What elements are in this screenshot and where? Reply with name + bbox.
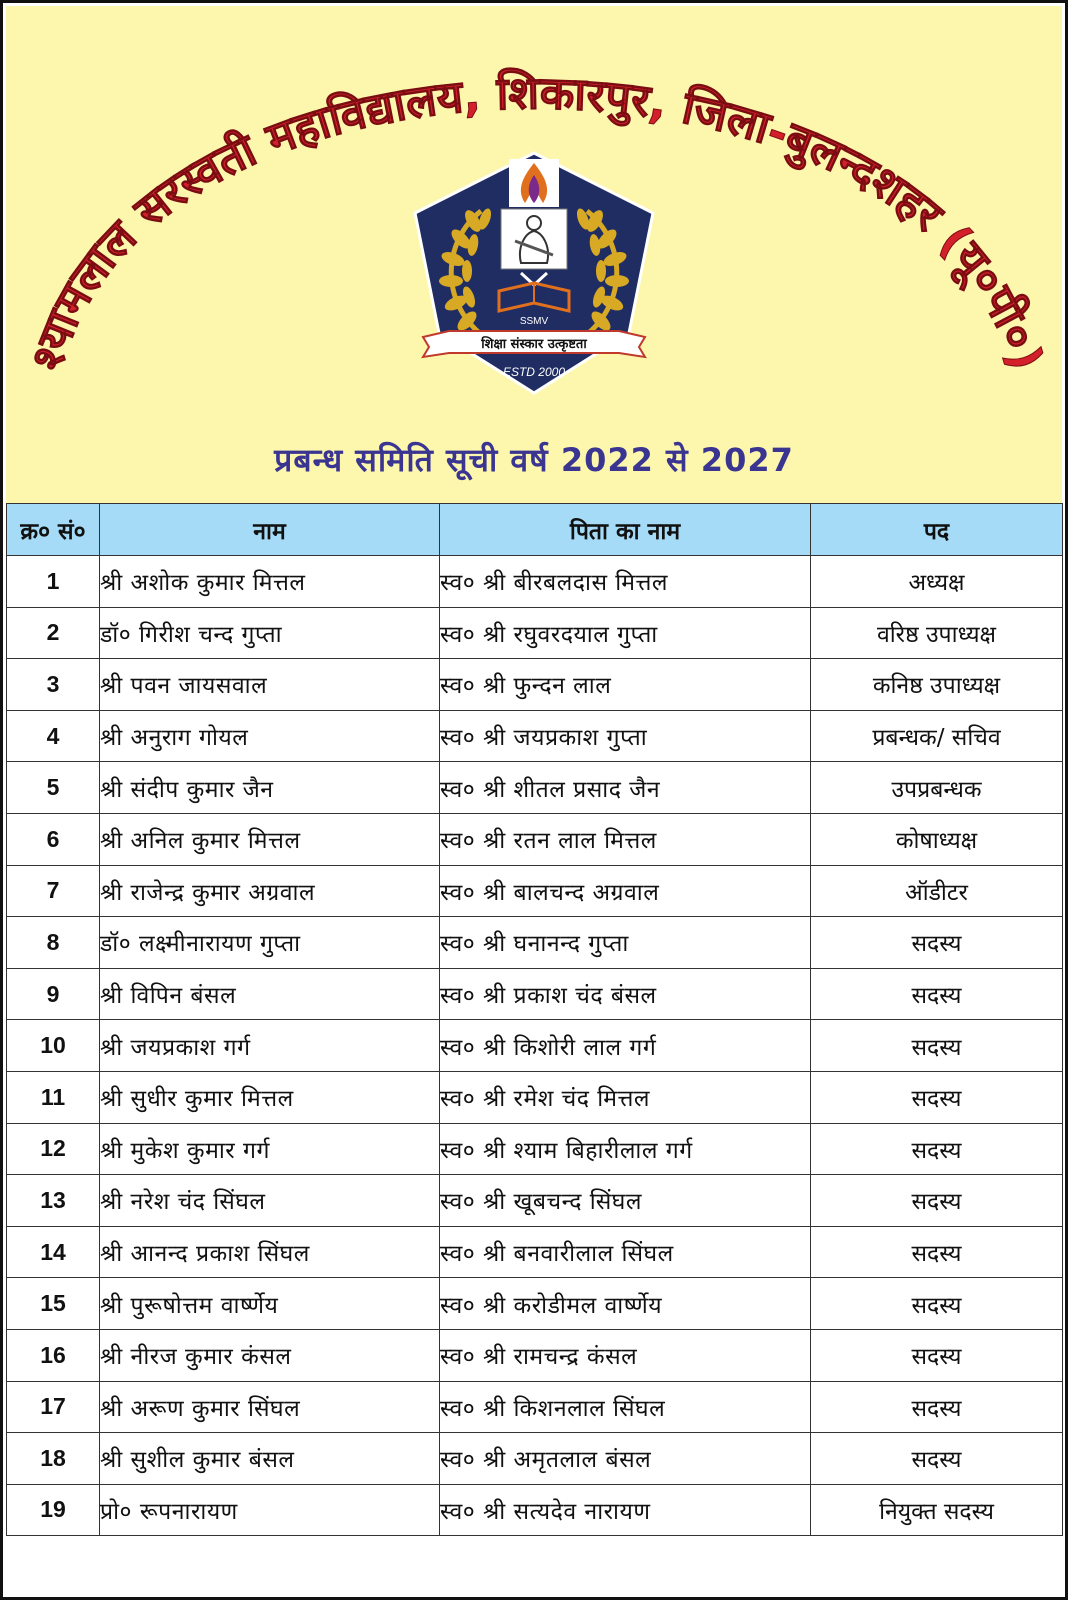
cell-post: सदस्य (811, 968, 1063, 1020)
cell-serial: 15 (7, 1278, 100, 1330)
cell-post: ऑडीटर (811, 865, 1063, 917)
cell-name: श्री सुशील कुमार बंसल (100, 1433, 440, 1485)
table-row (7, 1123, 1063, 1175)
cell-father-name: स्व० श्री किशोरी लाल गर्ग (440, 1020, 811, 1072)
table-row (7, 659, 1063, 711)
cell-name: श्री राजेन्द्र कुमार अग्रवाल (100, 865, 440, 917)
cell-post: अध्यक्ष (811, 556, 1063, 608)
cell-serial: 18 (7, 1433, 100, 1485)
cell-serial: 11 (7, 1071, 100, 1123)
cell-post: प्रबन्धक/ सचिव (811, 710, 1063, 762)
cell-father-name: स्व० श्री किशनलाल सिंघल (440, 1381, 811, 1433)
cell-father-name: स्व० श्री प्रकाश चंद बंसल (440, 968, 811, 1020)
cell-father-name: स्व० श्री रामचन्द्र कंसल (440, 1329, 811, 1381)
cell-post: सदस्य (811, 1123, 1063, 1175)
cell-father-name: स्व० श्री खूबचन्द सिंघल (440, 1175, 811, 1227)
cell-name: प्रो० रूपनारायण (100, 1484, 440, 1536)
cell-name: श्री सुधीर कुमार मित्तल (100, 1071, 440, 1123)
cell-name: श्री संदीप कुमार जैन (100, 762, 440, 814)
cell-serial: 2 (7, 607, 100, 659)
table-row (7, 968, 1063, 1020)
table-row (7, 1071, 1063, 1123)
cell-father-name: स्व० श्री अमृतलाल बंसल (440, 1433, 811, 1485)
list-subtitle: प्रबन्ध समिति सूची वर्ष 2022 से 2027 (274, 441, 794, 479)
college-title-text: श्यामलाल सरस्वती महाविद्यालय, शिकारपुर, जिला-बुलन्दशहर (यू०पी०) (20, 66, 1054, 376)
cell-name: श्री नीरज कुमार कंसल (100, 1329, 440, 1381)
cell-post: सदस्य (811, 1433, 1063, 1485)
cell-name: श्री पवन जायसवाल (100, 659, 440, 711)
col-header-post: पद (811, 504, 1063, 556)
cell-post: सदस्य (811, 1175, 1063, 1227)
cell-father-name: स्व० श्री रमेश चंद मित्तल (440, 1071, 811, 1123)
cell-father-name: स्व० श्री घनानन्द गुप्ता (440, 917, 811, 969)
emblem-abbr: SSMV (519, 316, 549, 327)
col-header-name: नाम (100, 504, 440, 556)
cell-serial: 6 (7, 813, 100, 865)
cell-serial: 9 (7, 968, 100, 1020)
cell-name: श्री आनन्द प्रकाश सिंघल (100, 1226, 440, 1278)
cell-serial: 12 (7, 1123, 100, 1175)
cell-serial: 4 (7, 710, 100, 762)
cell-post: सदस्य (811, 1381, 1063, 1433)
cell-name: डॉ० गिरीश चन्द गुप्ता (100, 607, 440, 659)
emblem-motto: शिक्षा संस्कार उत्कृष्टता (481, 337, 587, 352)
cell-name: श्री नरेश चंद सिंघल (100, 1175, 440, 1227)
cell-father-name: स्व० श्री बनवारीलाल सिंघल (440, 1226, 811, 1278)
cell-father-name: स्व० श्री रतन लाल मित्तल (440, 813, 811, 865)
table-row (7, 865, 1063, 917)
cell-post: सदस्य (811, 917, 1063, 969)
cell-father-name: स्व० श्री बीरबलदास मित्तल (440, 556, 811, 608)
cell-serial: 5 (7, 762, 100, 814)
col-header-serial: क्र० सं० (7, 504, 100, 556)
cell-post: नियुक्त सदस्य (811, 1484, 1063, 1536)
cell-serial: 8 (7, 917, 100, 969)
table-row (7, 1433, 1063, 1485)
emblem-estd: ESTD 2000 (502, 365, 566, 379)
saraswati-emblem-icon (403, 151, 665, 396)
cell-serial: 7 (7, 865, 100, 917)
cell-post: सदस्य (811, 1226, 1063, 1278)
table-row (7, 1381, 1063, 1433)
cell-father-name: स्व० श्री रघुवरदयाल गुप्ता (440, 607, 811, 659)
table-header-row (7, 504, 1063, 556)
table-row (7, 1278, 1063, 1330)
cell-serial: 17 (7, 1381, 100, 1433)
cell-post: सदस्य (811, 1329, 1063, 1381)
cell-father-name: स्व० श्री शीतल प्रसाद जैन (440, 762, 811, 814)
cell-name: डॉ० लक्ष्मीनारायण गुप्ता (100, 917, 440, 969)
cell-name: श्री अनिल कुमार मित्तल (100, 813, 440, 865)
cell-serial: 19 (7, 1484, 100, 1536)
cell-name: श्री अशोक कुमार मित्तल (100, 556, 440, 608)
table-row (7, 1175, 1063, 1227)
cell-name: श्री अरूण कुमार सिंघल (100, 1381, 440, 1433)
cell-father-name: स्व० श्री श्याम बिहारीलाल गर्ग (440, 1123, 811, 1175)
cell-serial: 1 (7, 556, 100, 608)
cell-father-name: स्व० श्री बालचन्द अग्रवाल (440, 865, 811, 917)
cell-name: श्री मुकेश कुमार गर्ग (100, 1123, 440, 1175)
cell-serial: 13 (7, 1175, 100, 1227)
cell-name: श्री पुरूषोत्तम वार्ष्णेय (100, 1278, 440, 1330)
cell-serial: 16 (7, 1329, 100, 1381)
table-row (7, 813, 1063, 865)
cell-post: कोषाध्यक्ष (811, 813, 1063, 865)
cell-post: सदस्य (811, 1020, 1063, 1072)
cell-post: वरिष्ठ उपाध्यक्ष (811, 607, 1063, 659)
cell-father-name: स्व० श्री जयप्रकाश गुप्ता (440, 710, 811, 762)
cell-post: उपप्रबन्धक (811, 762, 1063, 814)
header-banner (6, 6, 1062, 503)
table-row (7, 1020, 1063, 1072)
cell-serial: 10 (7, 1020, 100, 1072)
cell-post: सदस्य (811, 1071, 1063, 1123)
table-row (7, 607, 1063, 659)
table-row (7, 1329, 1063, 1381)
cell-name: श्री अनुराग गोयल (100, 710, 440, 762)
table-row (7, 1226, 1063, 1278)
cell-serial: 3 (7, 659, 100, 711)
table-row (7, 917, 1063, 969)
table-row (7, 710, 1063, 762)
table-row (7, 1484, 1063, 1536)
cell-post: सदस्य (811, 1278, 1063, 1330)
cell-father-name: स्व० श्री सत्यदेव नारायण (440, 1484, 811, 1536)
col-header-father-name: पिता का नाम (440, 504, 811, 556)
cell-name: श्री जयप्रकाश गर्ग (100, 1020, 440, 1072)
committee-table (6, 503, 1063, 1536)
cell-father-name: स्व० श्री करोडीमल वार्ष्णेय (440, 1278, 811, 1330)
table-row (7, 762, 1063, 814)
cell-serial: 14 (7, 1226, 100, 1278)
table-row (7, 556, 1063, 608)
cell-father-name: स्व० श्री फुन्दन लाल (440, 659, 811, 711)
cell-name: श्री विपिन बंसल (100, 968, 440, 1020)
cell-post: कनिष्ठ उपाध्यक्ष (811, 659, 1063, 711)
